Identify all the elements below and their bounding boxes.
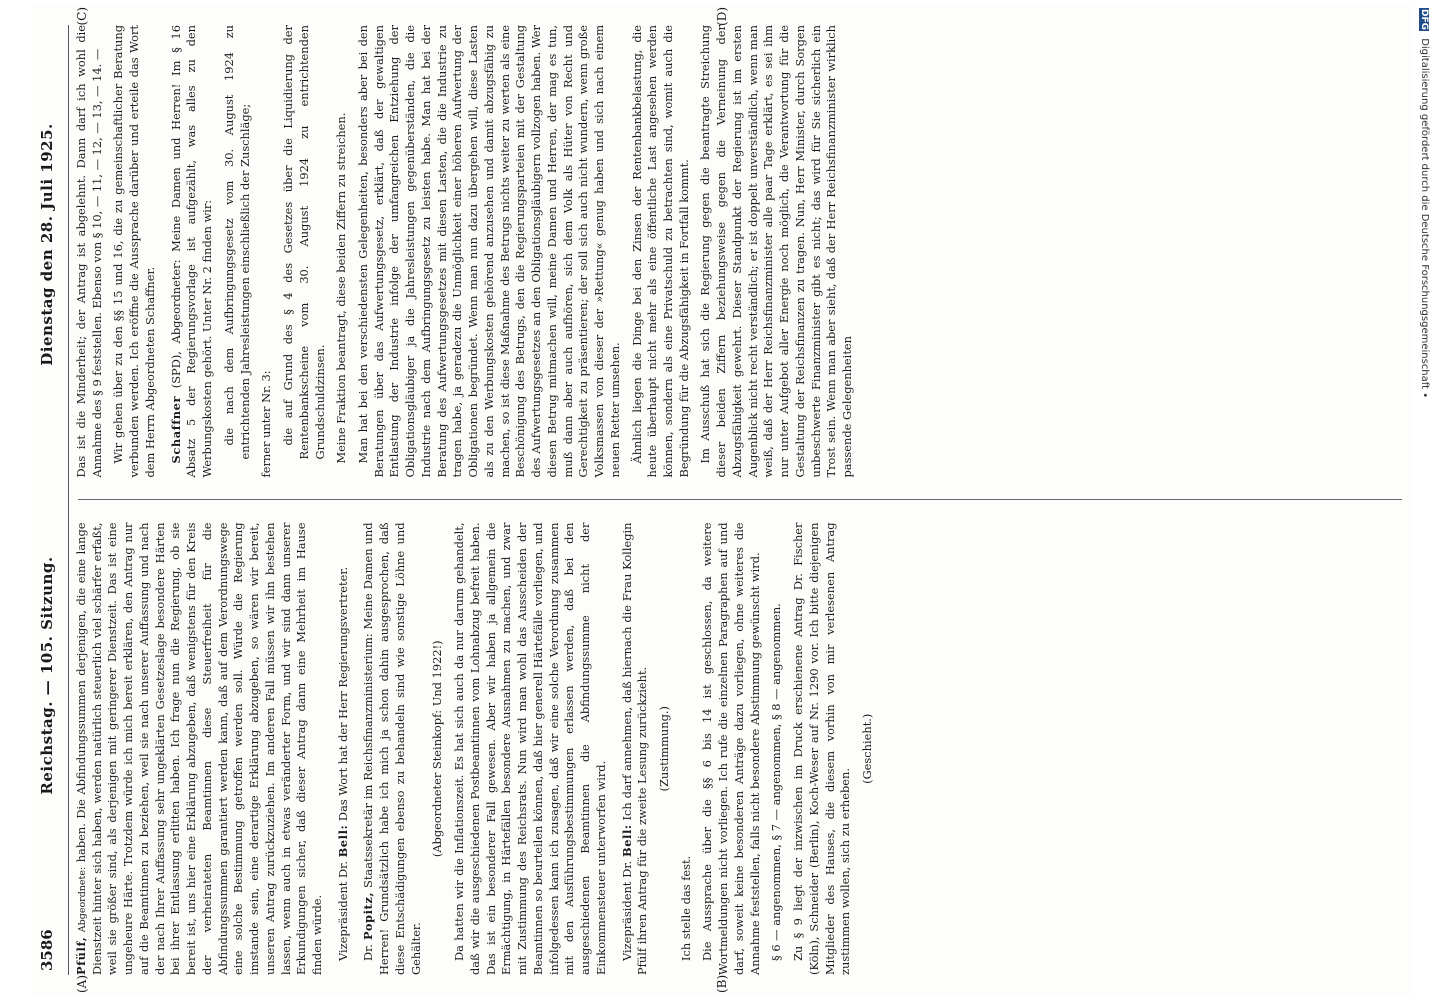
paragraph	[74, 523, 326, 976]
dfg-badge: DFG	[1419, 9, 1429, 31]
margin-sigil-d: (D)	[715, 7, 729, 26]
interjection: (Geschieht.)	[860, 713, 875, 784]
column-left	[74, 522, 1402, 993]
digitization-credit	[1419, 8, 1430, 398]
speaker-name: Schaffner	[168, 395, 183, 464]
paragraph: Ich stelle das fest.	[678, 855, 693, 961]
paragraph: Die Aussprache über die §§ 6 bis 14 ist geschlossen, da weitere Wortmeldungen nicht vorliegen. Ich rufe die einzelnen Paragraphen auf und darf, soweit keine besonderen Anträge dazu vorliegen, ohne weiteres die Annahme feststellen, falls nicht besondere Abstimmung gewünscht wird.	[700, 522, 762, 975]
credit-text: Digitalisierung gefördert durch die Deutsche Forschungsgemeinschaft •	[1419, 38, 1430, 399]
speaker-name: Popitz,	[361, 891, 376, 941]
paragraph	[361, 523, 424, 976]
paragraph-text: Das Wort hat der Herr Regierungsvertreter.	[335, 566, 350, 822]
paragraph: § 6 — angenommen, § 7 — angenommen, § 8 — angenommen.	[769, 603, 784, 961]
speaker-role: Abgeordnete:	[77, 866, 88, 933]
quoted-text: die auf Grund des § 4 des Gesetzes über die Liquidierung der Rentenbankscheine vom 30. August 1924 zu entrichtenden Grundschuldzinsen.	[281, 25, 327, 460]
paragraph: Meine Fraktion beantragt, diese beiden Ziffern zu streichen.	[334, 112, 349, 464]
interjection: (Abgeordneter Steinkopf: Und 1922!)	[430, 640, 445, 858]
column-right	[74, 7, 1402, 478]
paragraph-text: (SPD), Abgeordneter: Meine Damen und Herren! Im § 16 Absatz 5 der Regierungsvorlage ist aufgezählt, was alles zu den Werbungskosten gehört. Unter Nr. 2 finden wir:	[168, 25, 215, 478]
paragraph: Das ist die Minderheit; der Antrag ist abgelehnt. Dann darf ich wohl die Annahme des § 9 feststellen. Ebenso von § 10, — 11, — 12, — 13, — 14. —	[74, 25, 104, 478]
quoted-text: die nach dem Aufbringungsgesetz vom 30. August 1924 zu entrichtenden Jahresleistungen einschließlich der Zuschläge;	[221, 25, 252, 460]
paragraph-text: Staatssekretär im Reichsfinanzministerium: Meine Damen und Herren! Grundsätzlich habe ich mich ja schon dahin ausgesprochen, daß diese Entschädigungen ebenso zu behandeln sind wie sonstige Löhne und Gehälter.	[361, 522, 423, 975]
paragraph: Im Ausschuß hat sich die Regierung gegen die beantragte Streichung dieser beiden Ziffern beziehungsweise gegen die Verneinung der Abzugsfähigkeit gewehrt. Dieser Standpunkt der Regierung ist im ersten Augenblick nicht recht verständlich; er ist doppelt unverständlich, wenn man weiß, daß der Herr Reichsfinanzminister alle paar Tage erklärt, es sei ihm nur unter Aufgebot aller Energie noch möglich, die Verantwortung für die Gestaltung der Reichsfinanzen zu tragen. Nun, Herr Minister, durch Sorgen unbeschwerte Finanzminister gibt es nicht; das wird für Sie sicherlich ein Trost sein. Wenn man aber sieht, daß der Herr Reichsfinanzminister wirklich passende Gelegenheiten	[698, 25, 855, 478]
paragraph: Man hat bei den verschiedensten Gelegenheiten, besonders aber bei den Beratungen über das Aufwertungsgesetz, erklärt, daß der gewaltigen Entlastung der Industrie infolge der umfangreichen Entziehung der Obligationsgläubiger ja die Jahresleistungen gegenüberständen, die die Industrie nach dem Aufbringungsgesetz zu leisten habe. Man hat bei der Beratung des Aufwertungsgesetzes mit diesen Lasten, die die Industrie zu tragen habe, ja geradezu die Unmöglichkeit einer höheren Aufwertung der Obligationen begründet. Wenn man nun dazu übergehen will, diese Lasten als zu den Werbungskosten gehörend anzusehen und damit abzugsfähig zu machen, so ist diese Maßnahme des Betrugs nichts weiter zu werten als eine Beschönigung des Betrugs, den die Regierungsparteien mit der Gestaltung des Aufwertungsgesetzes an den Obligationsgläubigern vollzogen haben. Wer diesen Betrug mitmachen will, meine Damen und Herren, der mag es tun, muß dann aber auch aufhören, sich dem Volk als Hüter von Recht und Gerechtigkeit zu präsentieren; der soll sich auch nicht wundern, wenn große Volksmassen von dieser der »Rettung« genug haben und sich nach einem neuen Retter umsehen.	[356, 25, 622, 478]
paragraph: ferner unter Nr. 3:	[259, 370, 274, 478]
text-columns	[74, 7, 1402, 993]
running-head-right: Dienstag den 28. Juli 1925.	[38, 123, 56, 366]
speaker-title: Vizepräsident Dr.	[335, 861, 350, 961]
margin-sigil-b: (B)	[715, 974, 729, 993]
margin-sigil-a: (A)	[75, 974, 89, 993]
paragraph	[169, 25, 216, 478]
paragraph: Zu § 9 liegt der inzwischen im Druck erschienene Antrag Dr. Fischer (Köln), Schneider (Berlin), Koch-Weser auf Nr. 1290 vor. Ich bitte diejenigen Mitglieder des Hauses, die diesem vorhin von mir verlesenen Antrag zustimmen wollen, sich zu erheben.	[791, 522, 853, 975]
page-number: 3586	[38, 929, 56, 971]
scanned-page	[32, 5, 1412, 995]
running-head	[38, 25, 69, 975]
interjection: (Zustimmung.)	[656, 706, 671, 792]
paragraph-text: haben. Die Abfindungssummen derjenigen, die eine lange Dienstzeit hinter sich haben, werden natürlich steuerlich viel schärfer erfaßt, weil sie größer sind, als derjenigen mit geringerer Dienstzeit. Das ist eine ungeheure Härte. Trotzdem würde ich mich bereit erklären, den Antrag nur auf die Beamtinnen zu beziehen, weil sie nach unserer Auffassung und nach der nach Ihrer Auffassung sehr ungeklärten Gesetzeslage besondere Härten bei ihrer Entlassung erlitten haben. Ich frage nun die Regierung, ob sie bereit ist, uns hier eine Erklärung abzugeben, daß wenigstens für den Kreis der verheirateten Beamtinnen diese Steuerfreiheit für die Abfindungssummen garantiert werden kann, daß auf dem Verordnungswege eine solche Bestimmung getroffen werden soll. Würde die Regierung imstande sein, eine derartige Erklärung abzugeben, so wären wir bereit, unseren Antrag zurückzuziehen. Im anderen Fall müssen wir ihn bestehen lassen, wenn auch in etwas veränderter Form, und wir sind dann unserer Erkundigungen sicher, daß dieser Antrag dann eine Mehrheit im Hause finden würde.	[74, 522, 325, 975]
speaker-name: Bell:	[619, 824, 634, 858]
column-divider	[78, 500, 1402, 501]
paragraph: Da hatten wir die Inflationszeit. Es hat sich auch da nur darum gehandelt, daß wir die ausgeschiedenen Postbeamtinnen vom Lohnabzug befreit haben. Das ist ein besonderer Fall gewesen. Aber wir haben ja allgemein die Ermächtigung, in Härtefällen besondere Ausnahmen zu machen, und zwar mit Zustimmung des Reichsrats. Nun wird man wohl das Ausscheiden der Beamtinnen so beurteilen können, daß hier generell Härtefälle vorliegen, und infolgedessen kann ich zusagen, daß wir eine solche Verordnung zusammen mit den Ausführungsbestimmungen erlassen werden, daß bei den ausgeschiedenen Beamtinnen die Abfindungssumme nicht der Einkommensteuer unterworfen wird.	[452, 522, 608, 975]
paragraph	[620, 523, 651, 976]
paragraph: Ähnlich liegen die Dinge bei den Zinsen der Rentenbankbelastung, die heute überhaupt nicht mehr als eine öffentliche Last angesehen werden können, sondern als eine Privatschuld zu betrachten sind, womit auch die Begründung für die Abzugsfähigkeit in Fortfall kommt.	[629, 25, 691, 478]
speaker-title: Dr.	[361, 944, 376, 961]
paragraph: Wir gehen über zu den §§ 15 und 16, die zu gemeinschaftlicher Beratung verbunden werden. Ich eröffne die Aussprache darüber und erteile das Wort dem Herrn Abgeordneten Schaffner.	[111, 25, 157, 478]
margin-sigil-c: (C)	[75, 7, 89, 26]
paragraph	[336, 523, 352, 976]
running-head-left: Reichstag. — 105. Sitzung.	[38, 556, 56, 795]
paragraph-text: Ich darf annehmen, daß hiernach die Frau Kollegin Pfülf ihren Antrag für die zweite Lesung zurückzieht.	[619, 522, 650, 975]
speaker-name: Pfülf,	[74, 936, 88, 975]
speaker-title: Vizepräsident Dr.	[619, 860, 634, 961]
speaker-name: Bell:	[335, 824, 350, 858]
